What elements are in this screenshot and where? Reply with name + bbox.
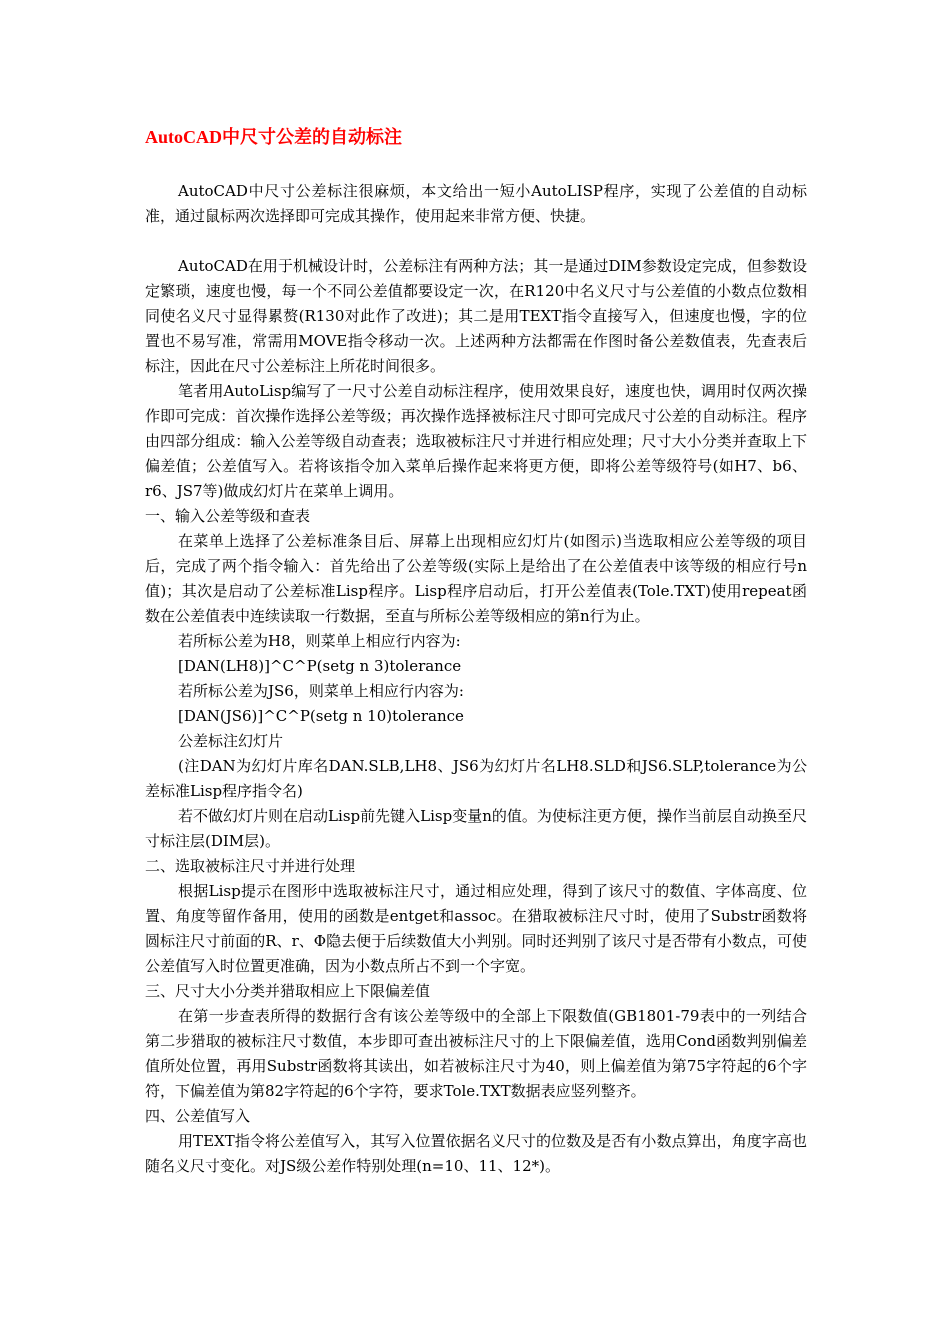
section-heading-3: 三、尺寸大小分类并猎取相应上下限偏差值: [145, 982, 431, 1000]
section-4-paragraph: 用TEXT指令将公差值写入，其写入位置依据名义尺寸的位数及是否有小数点算出，角度字高也随名义尺寸变化。对JS级公差作特别处理(n=10、11、12*)。: [145, 1132, 807, 1175]
menu-example-h8-label: 若所标公差为H8，则菜单上相应行内容为:: [178, 632, 461, 650]
section-1-paragraph: 在菜单上选择了公差标准条目后、屏幕上出现相应幻灯片(如图示)当选取相应公差等级的项目后，完成了两个指令输入：首先给出了公差等级(实际上是给出了在公差值表中该等级的相应行号n值)；其次是启动了公差标准Lisp程序。Lisp程序启动后，打开公差值表(Tole.TXT)使用repeat函数在公差值表中连续读取一行数据，至直与所标公差等级相应的第n行为止。: [145, 532, 807, 625]
intro-paragraph: AutoCAD中尺寸公差标注很麻烦，本文给出一短小AutoLISP程序，实现了公差值的自动标准，通过鼠标两次选择即可完成其操作，使用起来非常方便、快捷。: [145, 182, 807, 225]
menu-example-h8-code: [DAN(LH8)]^C^P(setg n 3)tolerance: [178, 657, 462, 675]
menu-example-js6-code: [DAN(JS6)]^C^P(setg n 10)tolerance: [178, 707, 464, 725]
document-title: AutoCAD中尺寸公差的自动标注: [145, 127, 402, 147]
slide-caption: 公差标注幻灯片: [178, 732, 284, 750]
slide-note: (注DAN为幻灯片库名DAN.SLB,LH8、JS6为幻灯片名LH8.SLD和JS6.SLP,tolerance为公差标准Lisp程序指令名): [145, 757, 807, 800]
program-overview-paragraph: 笔者用AutoLisp编写了一尺寸公差自动标注程序，使用效果良好，速度也快，调用时仅两次操作即可完成：首次操作选择公差等级；再次操作选择被标注尺寸即可完成尺寸公差的自动标注。程序由四部分组成：输入公差等级自动查表；选取被标注尺寸并进行相应处理；尺寸大小分类并查取上下偏差值；公差值写入。若将该指令加入菜单后操作起来将更方便，即将公差等级符号(如H7、b6、r6、JS7等)做成幻灯片在菜单上调用。: [145, 382, 807, 500]
document-body: [145, 122, 807, 1179]
section-heading-4: 四、公差值写入: [145, 1107, 251, 1125]
section-heading-1: 一、输入公差等级和查表: [145, 507, 311, 525]
no-slide-paragraph: 若不做幻灯片则在启动Lisp前先键入Lisp变量n的值。为使标注更方便，操作当前层自动换至尺寸标注层(DIM层)。: [145, 807, 807, 850]
section-2-paragraph: 根据Lisp提示在图形中选取被标注尺寸，通过相应处理，得到了该尺寸的数值、字体高度、位置、角度等留作备用，使用的函数是entget和assoc。在猎取被标注尺寸时，使用了Substr函数将圆标注尺寸前面的R、r、Φ隐去便于后续数值大小判别。同时还判别了该尺寸是否带有小数点，可使公差值写入时位置更准确，因为小数点所占不到一个字宽。: [145, 882, 807, 975]
methods-paragraph: AutoCAD在用于机械设计时，公差标注有两种方法；其一是通过DIM参数设定完成，但参数设定繁琐，速度也慢，每一个不同公差值都要设定一次，在R120中名义尺寸与公差值的小数点位数相同使名义尺寸显得累赘(R130对此作了改进)；其二是用TEXT指令直接写入，但速度也慢，字的位置也不易写准，常需用MOVE指令移动一次。上述两种方法都需在作图时备公差数值表，先查表后标注，因此在尺寸公差标注上所花时间很多。: [145, 257, 807, 375]
section-heading-2: 二、选取被标注尺寸并进行处理: [145, 857, 356, 875]
paragraph-gap: [145, 229, 807, 254]
menu-example-js6-label: 若所标公差为JS6，则菜单上相应行内容为:: [178, 682, 464, 700]
section-3-paragraph: 在第一步查表所得的数据行含有该公差等级中的全部上下限数值(GB1801-79表中的一列结合第二步猎取的被标注尺寸数值，本步即可查出被标注尺寸的上下限偏差值，选用Cond函数判别偏差值所处位置，再用Substr函数将其读出，如若被标注尺寸为40，则上偏差值为第75字符起的6个字符，下偏差值为第82字符起的6个字符，要求Tole.TXT数据表应竖列整齐。: [145, 1007, 807, 1100]
